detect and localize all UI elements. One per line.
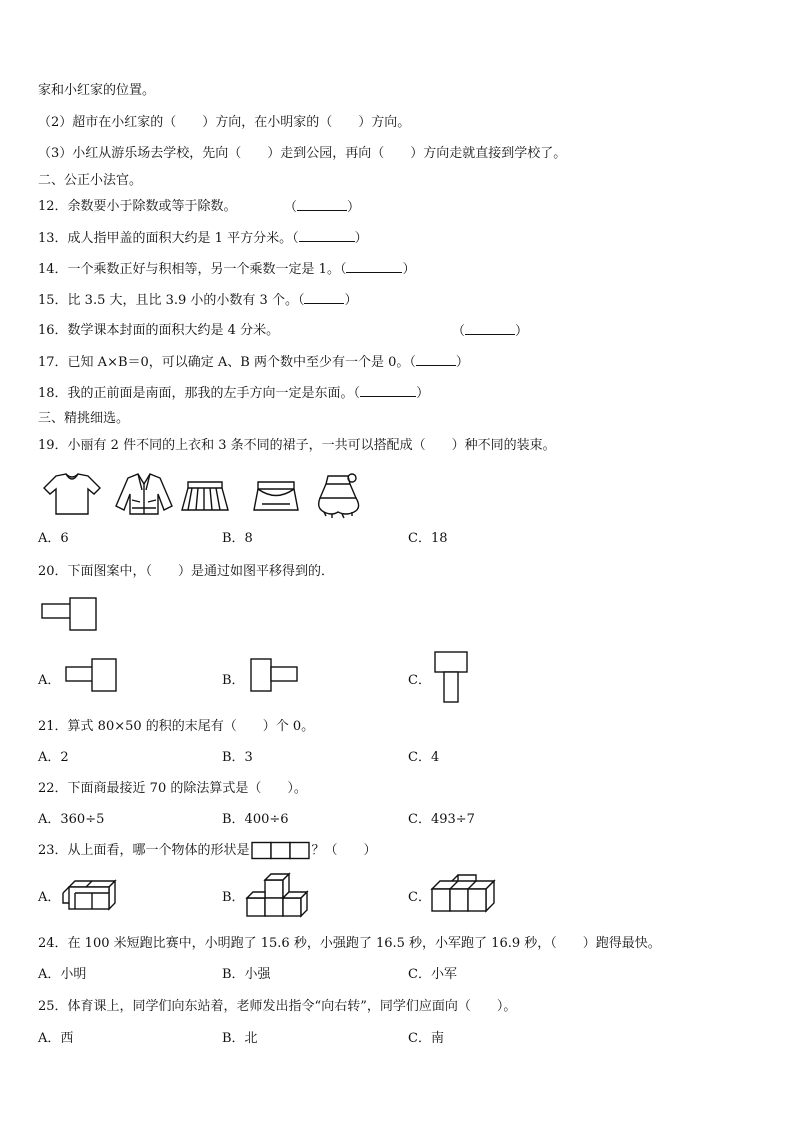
section-2-title: 二、公正小法官。 — [38, 173, 143, 188]
q20-option-a[interactable]: A． — [38, 673, 61, 688]
question-25: 25．体育课上，同学们向东站着，老师发出指令“向右转”，同学们应面向（ ）。 — [38, 999, 517, 1014]
q22-option-b[interactable]: B．400÷6 — [222, 812, 289, 827]
q23-text-before: 23．从上面看，哪一个物体的形状是 — [38, 843, 250, 858]
q15-num: 15． — [38, 293, 68, 308]
skirt-icon — [182, 482, 228, 510]
q21-option-b[interactable]: B．3 — [222, 750, 253, 765]
q12-text: 余数要小于除数或等于除数。 — [67, 199, 237, 214]
q14-blank[interactable] — [346, 260, 402, 273]
q20-option-c[interactable]: C． — [408, 673, 431, 688]
blouse-icon — [116, 474, 172, 514]
q16-answer[interactable] — [452, 322, 528, 341]
question-20: 20．下面图案中，（ ）是通过如图平移得到的． — [38, 564, 335, 579]
q20-reference-figure — [42, 598, 102, 634]
section-3-title: 三、精挑细选。 — [38, 411, 130, 426]
dress-skirt-icon — [319, 474, 359, 518]
q25-option-a[interactable]: A．西 — [38, 1031, 74, 1046]
q25-option-c[interactable]: C．南 — [408, 1031, 444, 1046]
q17-num: 17． — [38, 355, 68, 370]
question-13 — [38, 229, 368, 248]
q14-num: 14． — [38, 262, 68, 277]
q22-option-c[interactable]: C．493÷7 — [408, 812, 475, 827]
q13-blank[interactable] — [299, 229, 355, 242]
question-17 — [38, 353, 469, 372]
q23-option-a-figure[interactable] — [63, 881, 121, 913]
q12-num: 12． — [38, 199, 68, 214]
q14-close: ） — [402, 262, 416, 277]
q18-close: ） — [416, 386, 430, 401]
q23-option-b-figure[interactable] — [247, 874, 309, 918]
question-22: 22．下面商最接近 70 的除法算式是（ ）。 — [38, 781, 307, 796]
q23-text-after: ？（ ） — [311, 843, 377, 858]
q12-answer[interactable] — [284, 198, 360, 217]
q12-blank[interactable] — [297, 198, 347, 211]
q18-blank[interactable] — [360, 384, 416, 397]
question-23 — [38, 842, 377, 860]
q19-option-c[interactable]: C．18 — [408, 531, 448, 546]
q16-text: 数学课本封面的面积大约是 4 分米。 — [67, 323, 280, 338]
q13-close: ） — [354, 231, 368, 246]
q20-option-b[interactable]: B． — [222, 673, 245, 688]
q18-num: 18． — [38, 386, 68, 401]
question-21: 21．算式 80×50 的积的末尾有（ ）个 0。 — [38, 719, 315, 734]
q23-option-c-figure[interactable] — [432, 879, 498, 915]
q13-num: 13． — [38, 231, 68, 246]
short-skirt-icon — [254, 482, 298, 510]
q15-blank[interactable] — [304, 291, 344, 304]
q16-blank[interactable] — [465, 322, 515, 335]
q22-option-a[interactable]: A．360÷5 — [38, 812, 105, 827]
q15-text: 比 3.5 大，且比 3.9 小的小数有 3 个。（ — [67, 293, 305, 308]
q15-close: ） — [344, 293, 358, 308]
q21-option-c[interactable]: C．4 — [408, 750, 440, 765]
q23-option-c[interactable]: C． — [408, 890, 431, 905]
q24-option-c[interactable]: C．小军 — [408, 967, 457, 982]
question-24: 24．在 100 米短跑比赛中，小明跑了 15.6 秒，小强跑了 16.5 秒，小军跑了 16.9 秒，（ ）跑得最快。 — [38, 936, 661, 951]
q16-open: （ — [452, 324, 466, 339]
q19-clothing-images — [44, 472, 414, 518]
shirt-icon — [44, 474, 100, 514]
q23-option-b[interactable]: B． — [222, 890, 245, 905]
q19-option-a[interactable]: A．6 — [38, 531, 69, 546]
q17-text: 已知 A×B＝0，可以确定 A、B 两个数中至少有一个是 0。（ — [67, 355, 416, 370]
q24-option-b[interactable]: B．小强 — [222, 967, 271, 982]
question-19: 19．小丽有 2 件不同的上衣和 3 条不同的裙子，一共可以搭配成（ ）种不同的装束。 — [38, 438, 556, 453]
q18-text: 我的正前面是南面，那我的左手方向一定是东面。（ — [67, 386, 361, 401]
intro-line-0: 家和小红家的位置。 — [38, 83, 156, 98]
q16-close: ） — [515, 324, 529, 339]
question-14 — [38, 260, 415, 279]
q20-option-c-figure[interactable] — [435, 652, 471, 704]
question-16 — [38, 322, 279, 340]
q25-option-b[interactable]: B．北 — [222, 1031, 258, 1046]
q16-num: 16． — [38, 323, 68, 338]
q12-close: ） — [347, 200, 361, 215]
question-15 — [38, 291, 357, 310]
intro-line-1: （2）超市在小红家的（ ）方向，在小明家的（ ）方向。 — [38, 115, 411, 130]
q17-close: ） — [455, 355, 469, 370]
q12-open: （ — [284, 200, 298, 215]
q24-option-a[interactable]: A．小明 — [38, 967, 87, 982]
q21-option-a[interactable]: A．2 — [38, 750, 69, 765]
q23-option-a[interactable]: A． — [38, 890, 61, 905]
q14-text: 一个乘数正好与积相等，另一个乘数一定是 1。（ — [67, 262, 347, 277]
question-18 — [38, 384, 429, 403]
q20-option-a-figure[interactable] — [66, 659, 118, 693]
question-12 — [38, 198, 237, 216]
q13-text: 成人指甲盖的面积大约是 1 平方分米。（ — [67, 231, 299, 246]
q20-option-b-figure[interactable] — [251, 659, 301, 693]
q19-option-b[interactable]: B．8 — [222, 531, 253, 546]
intro-line-2: （3）小红从游乐场去学校，先向（ ）走到公园，再向（ ）方向走就直接到学校了。 — [38, 146, 567, 161]
q17-blank[interactable] — [416, 353, 456, 366]
q23-top-view-figure — [252, 842, 310, 859]
